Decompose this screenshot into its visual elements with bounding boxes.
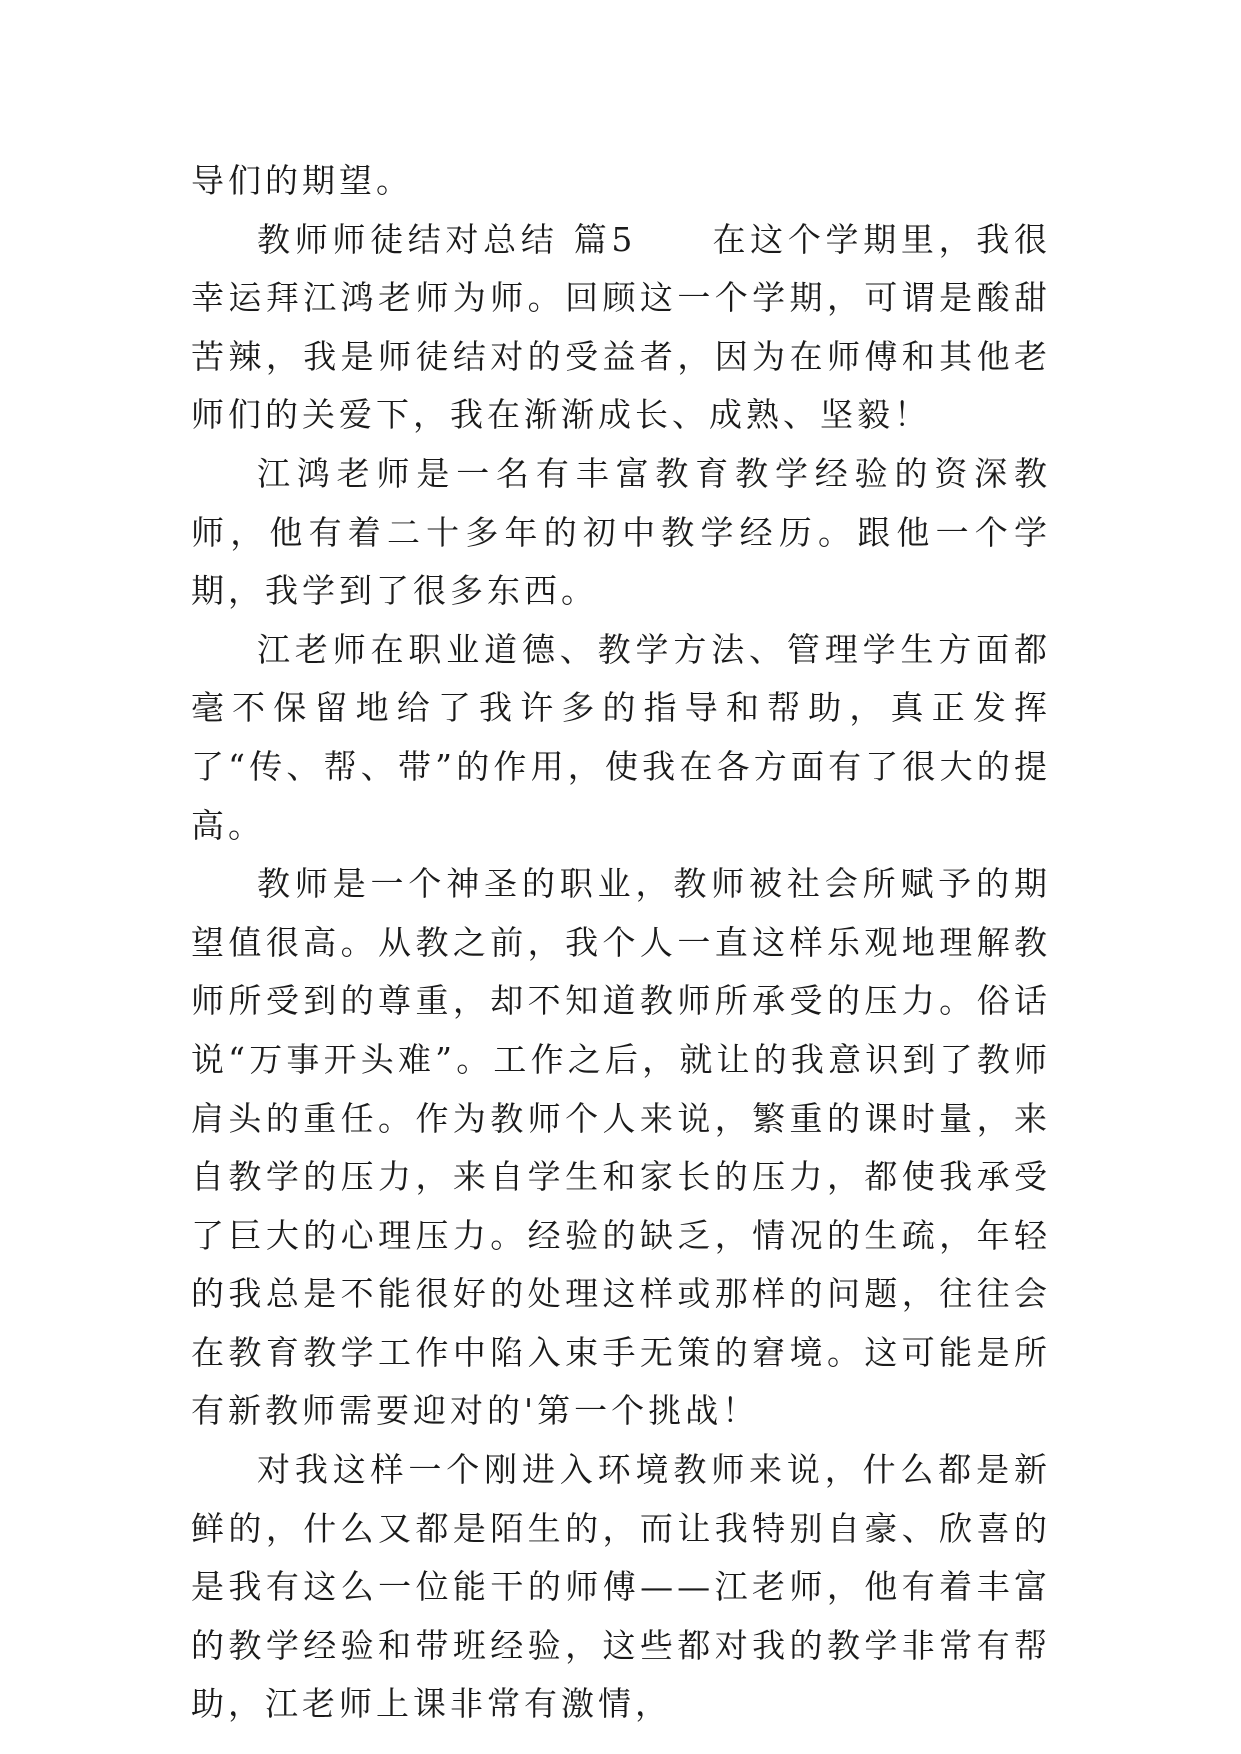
paragraph-continuation: 导们的期望。 (191, 161, 413, 200)
paragraph-teacher-pressure: 教师是一个神圣的职业，教师被社会所赋予的期望值很高。从教之前，我个人一直这样乐观地理解教师所受到的尊重，却不知道教师所承受的压力。俗话说“万事开头难”。工作之后，就让的我意识到了教师肩头的重任。作为教师个人来说，繁重的课时量，来自教学的压力，来自学生和家长的压力，都使我承受了巨大的心理压力。经验的缺乏，情况的生疏，年轻的我总是不能很好的处理这样或那样的问题，往往会在教育教学工作中陷入束手无策的窘境。这可能是所有新教师需要迎对的'第一个挑战！ (191, 864, 1051, 1431)
paragraph-section-5-intro: 教师师徒结对总结 篇5 在这个学期里，我很幸运拜江鸿老师为师。回顾这一个学期，可谓是酸甜苦辣，我是师徒结对的受益者，因为在师傅和其他老师们的关爱下，我在渐渐成长、成熟、坚毅！ (191, 219, 1051, 435)
paragraph-mentor-help: 江老师在职业道德、教学方法、管理学生方面都毫不保留地给了我许多的指导和帮助，真正发挥了“传、帮、带”的作用，使我在各方面有了很大的提高。 (191, 629, 1051, 845)
document-body (191, 152, 1051, 1734)
paragraph-new-environment: 对我这样一个刚进入环境教师来说，什么都是新鲜的，什么又都是陌生的，而让我特别自豪、欣喜的是我有这么一位能干的师傅——江老师，他有着丰富的教学经验和带班经验，这些都对我的教学非常有帮助，江老师上课非常有激情， (191, 1450, 1051, 1724)
paragraph-mentor-intro: 江鸿老师是一名有丰富教育教学经验的资深教师，他有着二十多年的初中教学经历。跟他一个学期，我学到了很多东西。 (191, 453, 1051, 611)
